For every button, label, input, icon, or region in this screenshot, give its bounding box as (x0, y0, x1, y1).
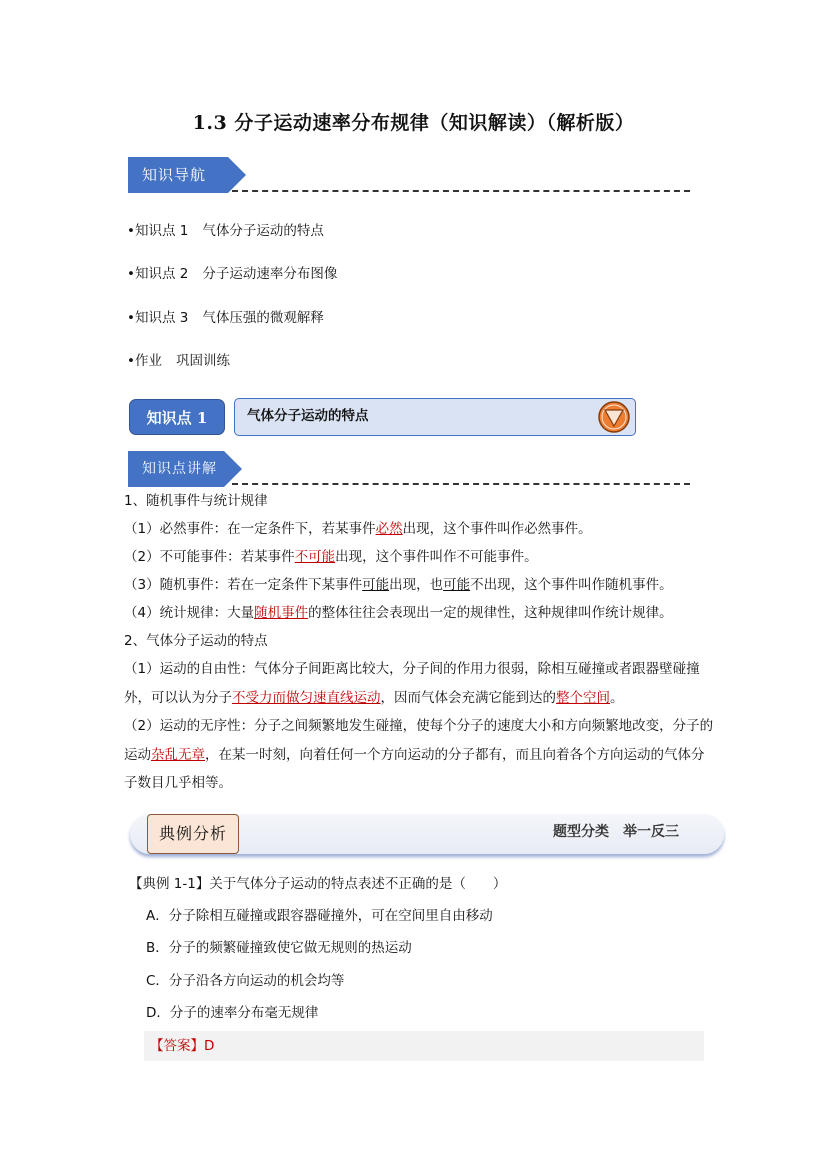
bullet: • (127, 353, 135, 369)
nav-divider (232, 190, 690, 192)
answer-text: 【答案】D (150, 1038, 215, 1054)
kp-title: 气体分子运动的特点 (247, 408, 369, 424)
nav-item-label: 作业 (134, 353, 162, 369)
option-b[interactable]: B．分子的频繁碰撞致使它做无规则的热运动 (146, 940, 412, 956)
kp-bar[interactable] (234, 398, 636, 436)
section1-p3: （3）随机事件：若在一定条件下某事件可能出现，也可能不出现，这个事件叫作随机事件。 (124, 577, 673, 593)
example-question: 【典例 1-1】关于气体分子运动的特点表述不正确的是（ ） (129, 876, 507, 892)
nav-item-label: 知识点 2 (134, 266, 189, 282)
kp-tag: 知识点 1 (129, 399, 225, 435)
section1-p4: （4）统计规律：大量随机事件的整体往往会表现出一定的规律性，这种规律叫作统计规律。 (124, 605, 673, 621)
option-c[interactable]: C．分子沿各方向运动的机会均等 (146, 973, 345, 989)
option-d[interactable]: D．分子的速率分布毫无规律 (146, 1005, 319, 1021)
nav-item-text: 分子运动速率分布图像 (202, 266, 338, 282)
nav-item-2[interactable] (127, 265, 337, 283)
section1-p2: （2）不可能事件：若某事件不可能出现，这个事件叫作不可能事件。 (124, 549, 538, 565)
option-a[interactable]: A．分子除相互碰撞或跟容器碰撞外，可在空间里自由移动 (146, 908, 493, 924)
example-subtitle: 题型分类 举一反三 (553, 824, 679, 840)
lecture-header: 知识点讲解 (142, 461, 217, 477)
bullet: • (127, 266, 135, 282)
nav-item-label: 知识点 3 (134, 310, 189, 326)
bullet: • (127, 310, 135, 326)
nav-item-3[interactable] (127, 309, 324, 327)
page-title: 1.3 分子运动速率分布规律（知识解读）（解析版） (192, 112, 635, 134)
bullet: • (127, 223, 135, 239)
nav-header-ribbon (128, 157, 248, 193)
lecture-divider (232, 483, 690, 485)
nav-item-text: 巩固训练 (175, 353, 230, 369)
section2-p1: （1）运动的自由性：气体分子间距离比较大，分子间的作用力很弱，除相互碰撞或者跟器壁碰撞外，可以认为分子不受力而做匀速直线运动，因而气体会充满它能到达的整个空间。 (124, 661, 700, 706)
down-triangle-circle-icon[interactable] (597, 400, 631, 438)
example-tag: 典例分析 (147, 814, 239, 854)
section1-p1: （1）必然事件：在一定条件下，若某事件必然出现，这个事件叫作必然事件。 (124, 521, 592, 537)
nav-item-text: 气体分子运动的特点 (202, 223, 324, 239)
lecture-header-ribbon (128, 451, 248, 487)
nav-item-text: 气体压强的微观解释 (202, 310, 324, 326)
nav-item-1[interactable] (127, 222, 324, 240)
nav-item-homework[interactable] (127, 352, 230, 370)
section1-heading: 1、随机事件与统计规律 (124, 493, 268, 509)
nav-item-label: 知识点 1 (134, 223, 189, 239)
section2-heading: 2、气体分子运动的特点 (124, 633, 268, 649)
section2-p2: （2）运动的无序性：分子之间频繁地发生碰撞，使每个分子的速度大小和方向频繁地改变，分子的运动杂乱无章，在某一时刻，向着任何一个方向运动的分子都有，而且向着各个方向运动的气体分子数目几乎相等。 (124, 718, 714, 791)
answer-box (144, 1031, 704, 1061)
nav-header: 知识导航 (142, 166, 207, 184)
